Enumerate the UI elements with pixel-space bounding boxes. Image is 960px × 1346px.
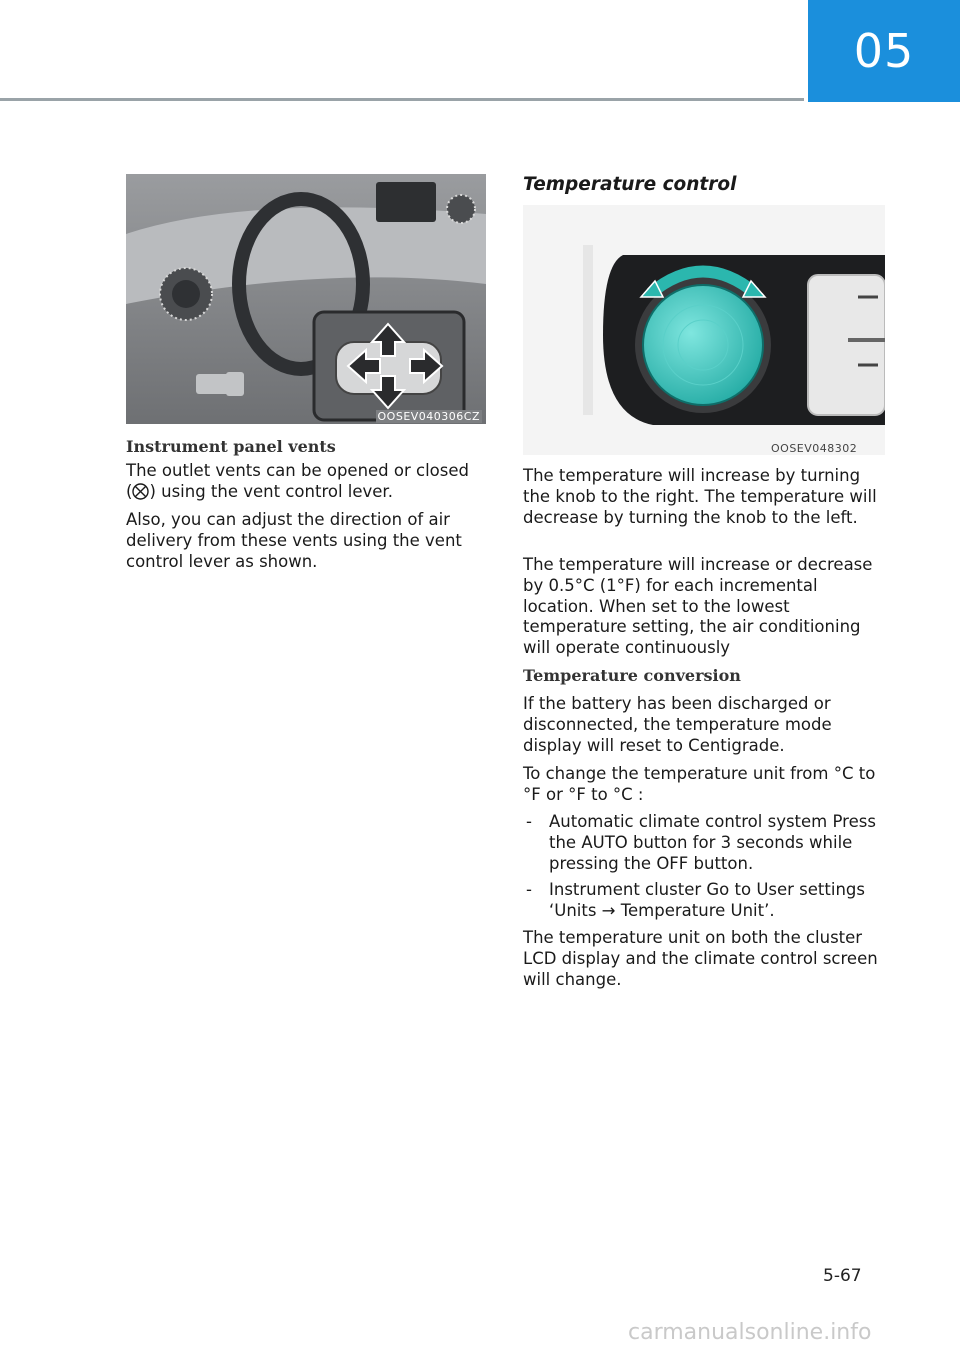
chapter-tab: [808, 0, 960, 102]
instrument-panel-vents-heading: Instrument panel vents: [126, 437, 336, 456]
vent-closed-icon: [132, 483, 149, 506]
watermark: carmanualsonline.info: [628, 1320, 872, 1345]
figure-code: OOSEV040306CZ: [377, 410, 480, 423]
header-rule: [0, 98, 804, 101]
chapter-number: 05: [853, 24, 915, 78]
temperature-control-title: Temperature control: [523, 174, 737, 195]
temperature-paragraph-4: To change the temperature unit from °C to °F or °F to °C :: [523, 764, 876, 804]
temperature-paragraph-1: The temperature will increase by turning the knob to the right. The temperature will decrease by turning the knob to the left.: [523, 466, 877, 527]
vents-paragraph-1: The outlet vents can be opened or closed ( ) using the vent control lever.: [126, 461, 491, 506]
temperature-paragraph-5: The temperature unit on both the cluster LCD display and the climate control screen will change.: [523, 928, 878, 989]
temperature-paragraph-2: The temperature will increase or decrease by 0.5°C (1°F) for each incremental location. When set to the lowest temperature setting, the air conditioning will operate continuously: [523, 555, 873, 658]
dashboard-illustration: [126, 174, 486, 424]
knob-illustration: [523, 205, 885, 455]
temperature-knob-figure: [523, 205, 885, 455]
temperature-conversion-heading: Temperature conversion: [523, 666, 741, 685]
instrument-panel-figure: [126, 174, 486, 424]
vents-paragraph-2: Also, you can adjust the direction of air delivery from these vents using the vent control lever as shown.: [126, 510, 462, 571]
figure-code: OOSEV048302: [771, 442, 858, 455]
temperature-paragraph-3: If the battery has been discharged or disconnected, the temperature mode display will reset to Centigrade.: [523, 694, 832, 755]
page-number: 5-67: [823, 1266, 862, 1286]
